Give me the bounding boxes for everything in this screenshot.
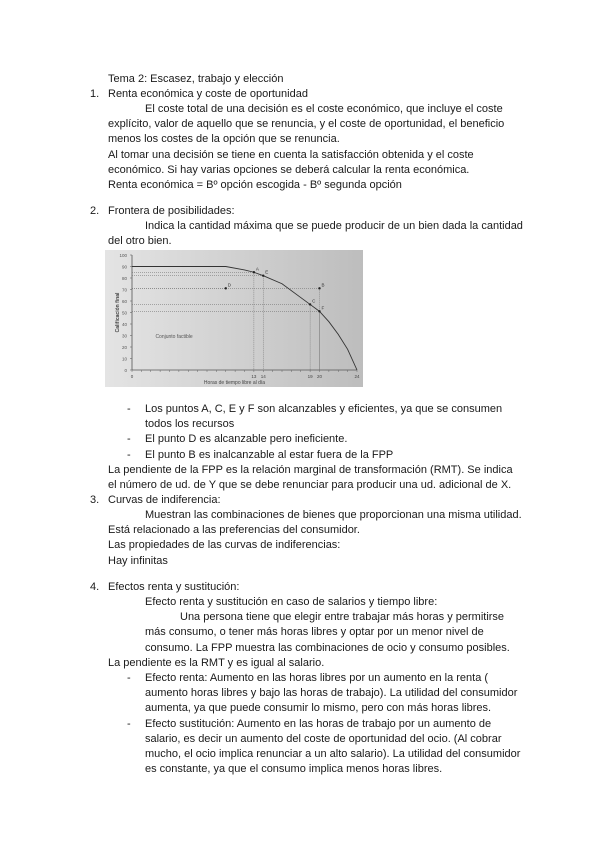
y-tick-label: 40 bbox=[121, 322, 127, 327]
y-tick-label: 50 bbox=[121, 310, 127, 316]
list-number: 4. bbox=[90, 581, 100, 593]
x-tick-label: 20 bbox=[316, 374, 323, 379]
y-tick-label: 90 bbox=[121, 264, 127, 270]
point-label-a: A bbox=[255, 266, 259, 272]
paragraph-line: Una persona tiene que elegir entre trabajar más horas y permitirse bbox=[180, 611, 505, 624]
paragraph-line: Al tomar una decisión se tiene en cuenta la satisfacción obtenida y el coste bbox=[108, 148, 474, 161]
chart-background bbox=[105, 250, 363, 387]
y-tick-label: 70 bbox=[121, 287, 127, 293]
paragraph-line: económico. Si hay varias opciones se deberá calcular la renta económica. bbox=[108, 163, 470, 176]
point-c bbox=[309, 303, 311, 305]
paragraph-line: La pendiente es la RMT y es igual al salario. bbox=[108, 656, 325, 669]
paragraph-line: Efecto renta y sustitución en caso de salarios y tiempo libre: bbox=[145, 596, 438, 608]
bullet-marker: - bbox=[127, 433, 131, 446]
point-d bbox=[225, 287, 227, 289]
point-label-d: D bbox=[227, 282, 231, 288]
page-title: Tema 2: Escasez, trabajo y elección bbox=[108, 73, 284, 85]
paragraph-line: explícito, valor de aquello que se renuncia, y el coste de oportunidad, el beneficio bbox=[108, 118, 505, 131]
paragraph-line: El coste total de una decisión es el coste económico, que incluye el coste bbox=[145, 103, 503, 115]
section-heading: Efectos renta y sustitución: bbox=[108, 581, 240, 593]
section-heading: Curvas de indiferencia: bbox=[108, 494, 221, 506]
bullet-marker: - bbox=[127, 448, 131, 461]
section-heading: Renta económica y coste de oportunidad bbox=[108, 88, 308, 100]
y-tick-label: 0 bbox=[124, 368, 127, 373]
bullet-item-line: El punto D es alcanzable pero ineficiente. bbox=[145, 433, 348, 446]
x-tick-label: 19 bbox=[307, 374, 313, 379]
list-number: 1. bbox=[90, 88, 100, 100]
list-number: 3. bbox=[90, 494, 100, 506]
bullet-item-line: Efecto sustitución: Aumento en las horas de trabajo por un aumento de bbox=[145, 717, 492, 730]
bullet-marker: - bbox=[127, 717, 131, 730]
point-label-e: E bbox=[265, 269, 269, 275]
point-b bbox=[318, 287, 320, 289]
y-tick-label: 20 bbox=[121, 345, 127, 350]
bullet-item-line: Efecto renta: Aumento en las horas libres por un aumento en la renta ( bbox=[145, 672, 489, 684]
y-tick-label: 10 bbox=[121, 356, 127, 362]
bullet-item-line: El punto B es inalcanzable al estar fuera de la FPP bbox=[145, 448, 394, 461]
bullet-item-line: todos los recursos bbox=[145, 418, 235, 431]
x-tick-label: 24 bbox=[354, 374, 360, 379]
x-tick-label: 0 bbox=[130, 374, 134, 379]
fpp-chart-image bbox=[105, 250, 363, 387]
paragraph-line: Está relacionado a las preferencias del consumidor. bbox=[108, 524, 360, 537]
x-tick-label: 14 bbox=[260, 374, 266, 379]
y-tick-label: 100 bbox=[119, 253, 127, 258]
paragraph-line: La pendiente de la FPP es la relación marginal de transformación (RMT). Se indica bbox=[108, 464, 513, 476]
paragraph-line: del otro bien. bbox=[108, 235, 172, 247]
y-tick-label: 30 bbox=[121, 333, 127, 339]
y-tick-label: 80 bbox=[121, 276, 127, 281]
paragraph-line: Las propiedades de las curvas de indiferencias: bbox=[108, 539, 341, 552]
bullet-item-line: aumenta, ya que puede consumir lo mismo, pero con más horas libres. bbox=[145, 702, 492, 715]
bullet-item-line: mucho, el ocio implica renunciar a un alto salario). La utilidad del consumidor bbox=[145, 748, 521, 760]
paragraph-line: menos los costes de la opción que se renuncia. bbox=[108, 133, 340, 146]
paragraph-line: el número de ud. de Y que se debe renunciar para producir una ud. adicional de X. bbox=[108, 479, 512, 491]
paragraph-line: Renta económica = Bº opción escogida - Bº segunda opción bbox=[108, 179, 402, 191]
list-number: 2. bbox=[90, 205, 100, 217]
section-heading: Frontera de posibilidades: bbox=[108, 205, 235, 217]
bullet-marker: - bbox=[127, 672, 131, 684]
bullet-item-line: Los puntos A, C, E y F son alcanzables y eficientes, ya que se consumen bbox=[145, 403, 503, 415]
point-label-b: B bbox=[321, 282, 325, 288]
bullet-marker: - bbox=[127, 403, 131, 415]
paragraph-line: más consumo, o tener más horas libres y optar por un menor nivel de bbox=[145, 626, 484, 639]
x-axis-label: Horas de tiempo libre al día bbox=[203, 380, 266, 386]
point-e bbox=[262, 275, 264, 277]
bullet-item-line: aumento horas libres y bajo las horas de trabajo). La utilidad del consumidor bbox=[145, 687, 518, 700]
point-label-c: C bbox=[312, 298, 316, 304]
point-f bbox=[318, 310, 320, 312]
paragraph-line: Indica la cantidad máxima que se puede producir de un bien dada la cantidad bbox=[145, 220, 523, 232]
x-tick-label: 13 bbox=[251, 374, 257, 379]
paragraph-line: Muestran las combinaciones de bienes que proporcionan una misma utilidad. bbox=[145, 509, 522, 521]
paragraph-line: consumo. La FPP muestra las combinaciones de ocio y consumo posibles. bbox=[145, 641, 510, 654]
bullet-item-line: es constante, ya que el consumo implica menos horas libres. bbox=[145, 763, 443, 776]
feasible-set-label: Conjunto factible bbox=[155, 333, 193, 340]
y-axis-label: Calificación final bbox=[115, 292, 121, 333]
bullet-item-line: salario, es decir un aumento del coste de oportunidad del ocio. (Al cobrar bbox=[145, 732, 502, 745]
y-tick-label: 60 bbox=[121, 299, 127, 304]
paragraph-line: Hay infinitas bbox=[108, 554, 168, 567]
point-label-f: F bbox=[321, 305, 325, 311]
point-a bbox=[253, 271, 255, 273]
